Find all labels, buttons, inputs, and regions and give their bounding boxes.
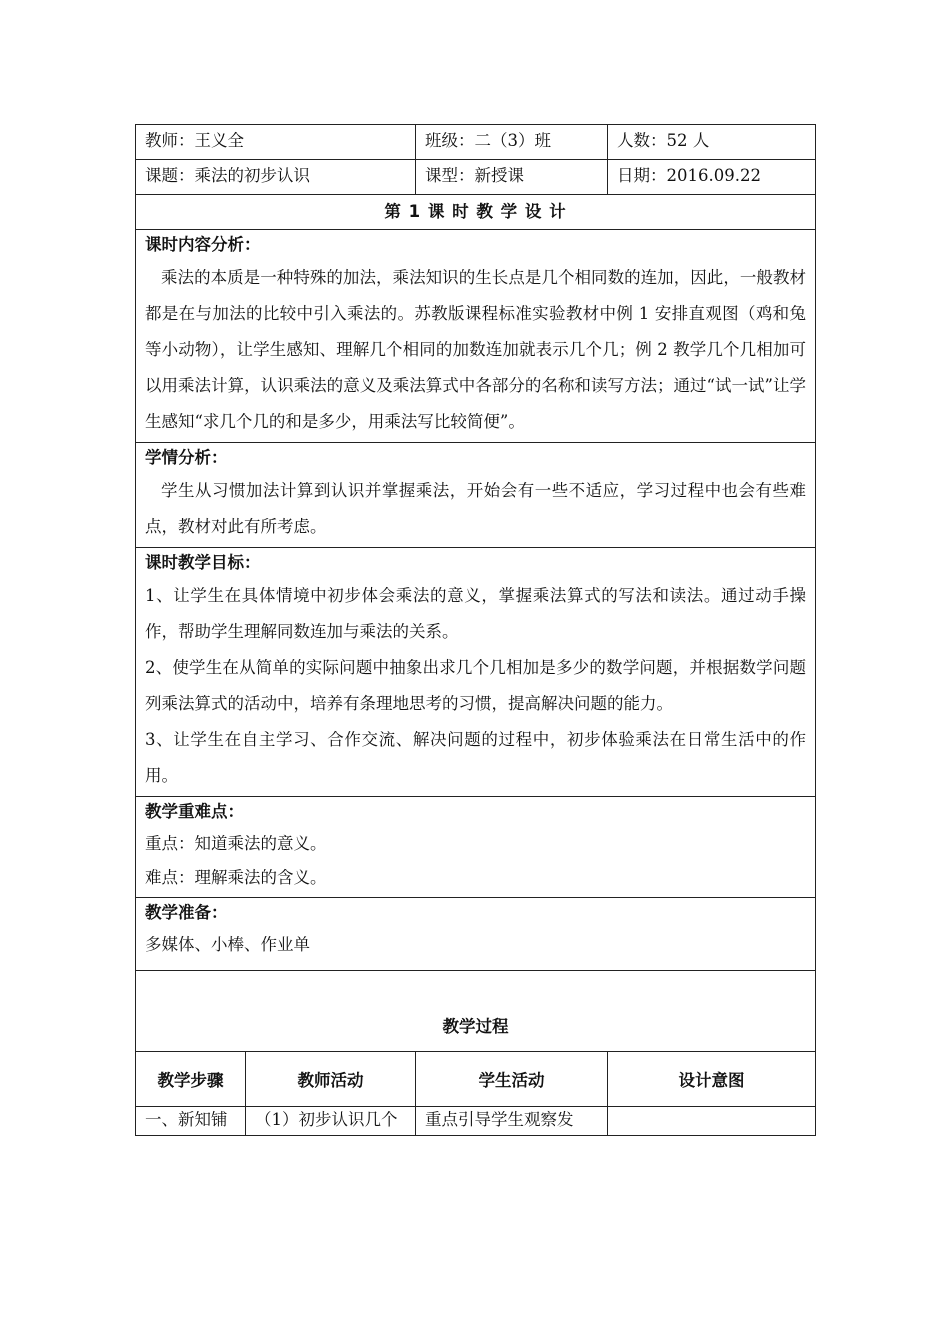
content-analysis-text: 乘法的本质是一种特殊的加法，乘法知识的生长点是几个相同数的连加，因此，一般教材都是在与加法的比较中引入乘法的。苏教版课程标准实验教材中例 1 安排直观图（鸡和兔等小动物），让学生感知、理解几个相同的加数连加就表示几个几；例 2 教学几个几相加可以用乘法计算，认识乘法的意义及乘法算式中各部分的名称和读写方法；通过“试一试”让学生感知“求几个几的和是多少，用乘法写比较简便”。 <box>145 268 806 431</box>
design-title-row <box>136 195 816 230</box>
content-analysis-row <box>136 230 816 443</box>
preparation-heading: 教学准备： <box>145 903 228 922</box>
content-analysis-heading: 课时内容分析： <box>145 235 261 254</box>
topic-cell: 课题：乘法的初步认识 <box>136 160 416 195</box>
key-points-row <box>136 797 816 898</box>
lesson-plan-document <box>135 124 815 1136</box>
objectives-section <box>136 548 816 797</box>
class-cell: 班级：二（3）班 <box>416 125 608 160</box>
teacher-activity-cell: （1）初步认识几个 <box>246 1107 416 1136</box>
content-analysis-section <box>136 230 816 443</box>
process-header-row <box>136 1052 816 1107</box>
objective-item: 3、让学生在自主学习、合作交流、解决问题的过程中，初步体验乘法在日常生活中的作用。 <box>145 730 806 785</box>
header-row-2 <box>136 160 816 195</box>
objective-item: 1、让学生在具体情境中初步体会乘法的意义，掌握乘法算式的写法和读法。通过动手操作，帮助学生理解同数连加与乘法的关系。 <box>145 586 806 641</box>
preparation-text: 多媒体、小棒、作业单 <box>145 935 310 954</box>
design-title: 第 1 课 时 教 学 设 计 <box>136 195 816 230</box>
student-activity-cell: 重点引导学生观察发 <box>416 1107 608 1136</box>
objective-item: 2、使学生在从简单的实际问题中抽象出求几个几相加是多少的数学问题，并根据数学问题列乘法算式的活动中，培养有条理地思考的习惯，提高解决问题的能力。 <box>145 658 806 713</box>
count-cell: 人数：52 人 <box>608 125 816 160</box>
process-title-row <box>136 971 816 1052</box>
header-row-1 <box>136 125 816 160</box>
student-analysis-section <box>136 443 816 548</box>
teacher-cell: 教师：王义全 <box>136 125 416 160</box>
objectives-row <box>136 548 816 797</box>
column-header-steps: 教学步骤 <box>136 1052 246 1107</box>
intent-cell <box>608 1107 816 1136</box>
column-header-intent: 设计意图 <box>608 1052 816 1107</box>
lesson-plan-table <box>135 124 816 1136</box>
type-cell: 课型：新授课 <box>416 160 608 195</box>
difficulty-text: 难点：理解乘法的含义。 <box>145 868 327 887</box>
process-first-row <box>136 1107 816 1136</box>
process-title: 教学过程 <box>136 971 816 1052</box>
objectives-heading: 课时教学目标： <box>145 553 261 572</box>
column-header-teacher: 教师活动 <box>246 1052 416 1107</box>
student-analysis-text: 学生从习惯加法计算到认识并掌握乘法，开始会有一些不适应，学习过程中也会有些难点，教材对此有所考虑。 <box>145 481 806 536</box>
key-points-section <box>136 797 816 898</box>
key-points-heading: 教学重难点： <box>145 802 244 821</box>
focus-text: 重点：知道乘法的意义。 <box>145 834 327 853</box>
date-cell: 日期：2016.09.22 <box>608 160 816 195</box>
student-analysis-row <box>136 443 816 548</box>
column-header-student: 学生活动 <box>416 1052 608 1107</box>
step-cell: 一、新知铺 <box>136 1107 246 1136</box>
preparation-section <box>136 898 816 971</box>
student-analysis-heading: 学情分析： <box>145 448 228 467</box>
preparation-row <box>136 898 816 971</box>
